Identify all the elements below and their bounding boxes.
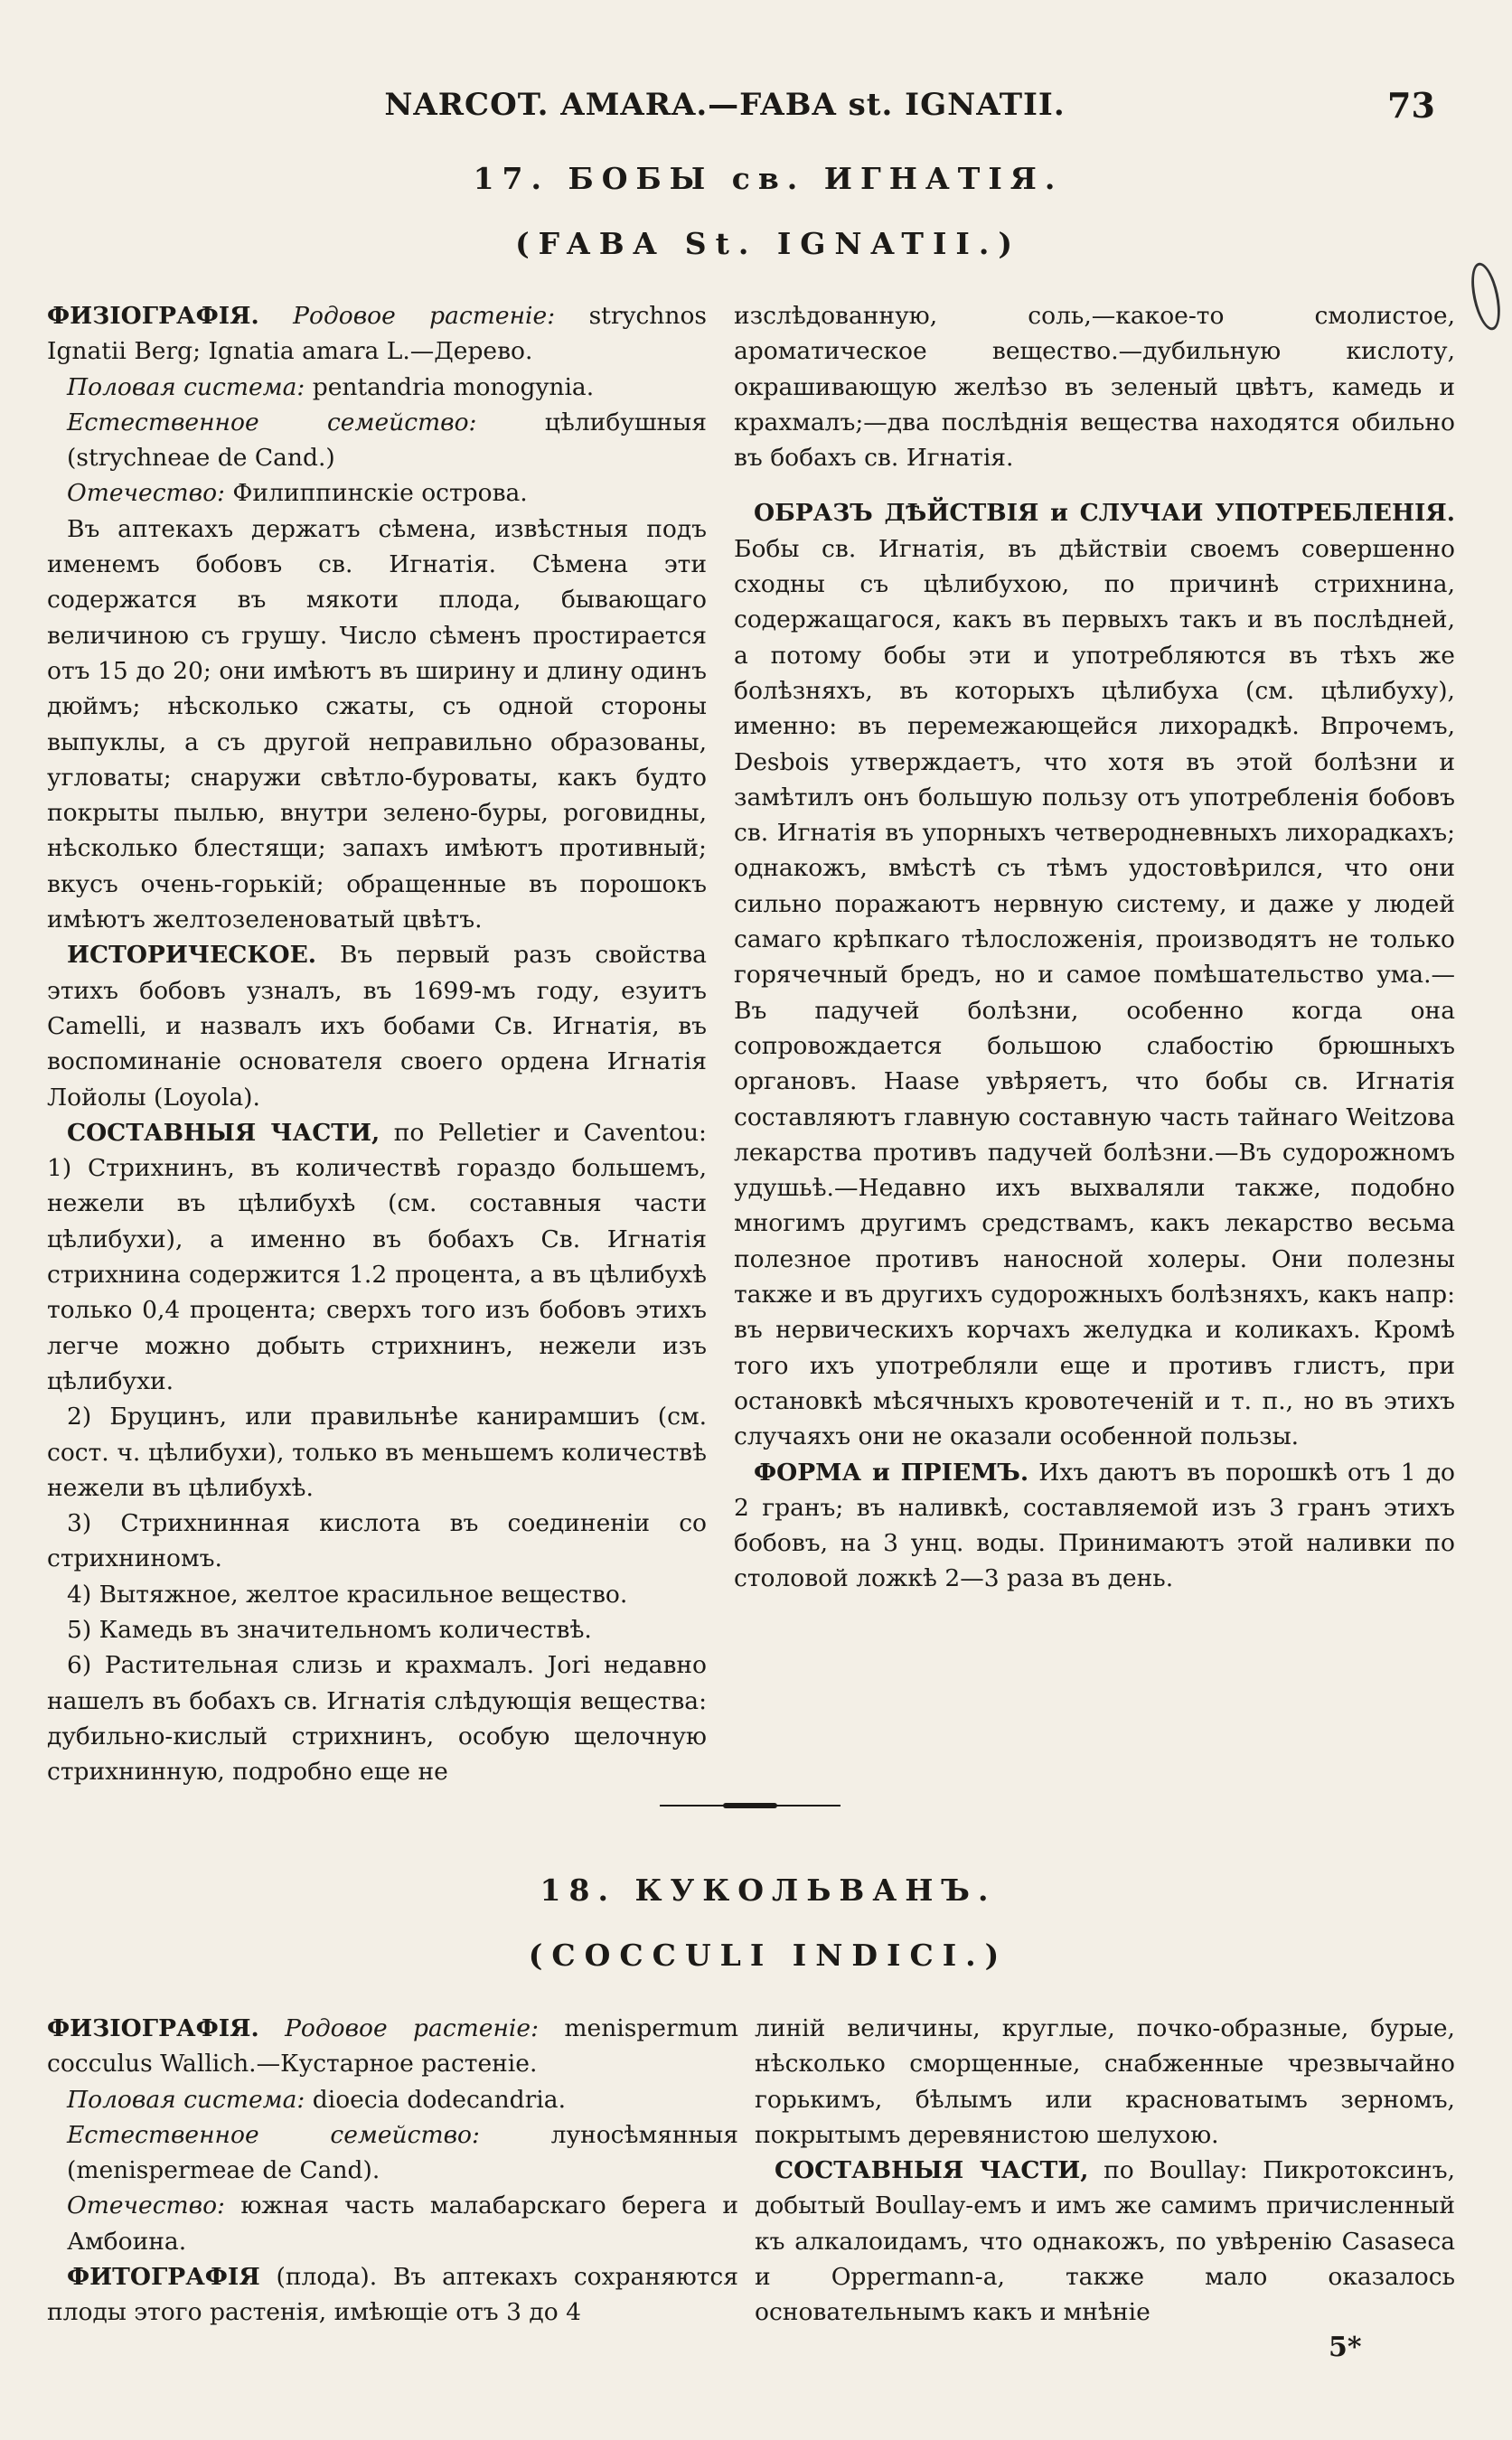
sexual-system-text: pentandria monogynia. <box>312 372 595 401</box>
constituent-item-2: 2) Бруцинъ, или правильнѣе канирамшиъ (см. сост. ч. цѣлибухи), только въ меньшемъ количествѣ нежели въ цѣлибухѣ. <box>47 1403 707 1502</box>
section-18-title: 18. КУКОЛЬВАНЪ. <box>540 1872 997 1908</box>
homeland-label: Отечество: <box>67 479 225 508</box>
section-separator <box>660 1803 841 1808</box>
physiography-label: ФИЗIОГРАФIЯ. <box>47 302 259 330</box>
page-number: 73 <box>1387 85 1435 126</box>
family-line <box>47 2117 738 2189</box>
section-17-latin-title: (FABA St. IGNATII.) <box>515 226 1021 261</box>
margin-bracket-mark <box>1466 260 1505 333</box>
section-18-latin-title: (COCCULI INDICI.) <box>528 1938 1009 1973</box>
constituents-paragraph <box>47 1115 707 1399</box>
genus-label: Родовое растенiе: <box>293 302 556 330</box>
continued-text: линiй величины, круглые, почко-образные, бурые, нѣсколько сморщенные, снабженные чрезвычайно горькимъ, бѣлымъ или красноватымъ зерномъ, покрытымъ деревянистою шелухою. <box>755 2014 1455 2149</box>
history-text: Въ первый разъ свойства этихъ бобовъ узналъ, въ 1699-мъ году, езуитъ Camelli, и назвалъ ихъ бобами Св. Игнатiя, въ воспоминанiе основателя своего ордена Игнатiя Лойолы (Loyola). <box>47 941 707 1112</box>
genus-text: menispermum cocculus Wallich.—Кустарное растенiе. <box>47 2014 738 2079</box>
physiography-paragraph <box>47 298 707 370</box>
family-label: Естественное семейство: <box>67 408 477 436</box>
sexual-system-line <box>47 370 707 405</box>
history-label: ИСТОРИЧЕСКОЕ. <box>67 941 316 970</box>
homeland-line <box>47 2188 738 2259</box>
constituents-paragraph <box>755 2153 1455 2330</box>
continued-text: изслѣдованную, соль,—какое-то смолистое, ароматическое вещество.—дубильную кислоту, окрашивающую желѣзо въ зеленый цвѣтъ, камедь и крахмалъ;—два послѣднiя вещества находятся обильно въ бобахъ св. Игнатiя. <box>734 302 1455 473</box>
section-17-title: 17. БОБЫ св. ИГНАТІЯ. <box>473 161 1064 196</box>
homeland-line <box>47 475 707 511</box>
physiography-paragraph <box>47 2011 738 2082</box>
phytography-text: (плода). Въ аптекахъ сохраняются плоды этого растенiя, имѣющiе отъ 3 до 4 <box>47 2263 738 2327</box>
section-18-left-column <box>47 2011 738 2331</box>
homeland-text: южная часть малабарскаго берега и Амбоина. <box>67 2191 738 2256</box>
family-text: цѣлибушныя (strychneae de Cand.) <box>67 408 707 473</box>
constituent-item-1: 1) Стрихнинъ, въ количествѣ гораздо большемъ, нежели въ цѣлибухѣ (см. составныя части цѣлибухи), а именно въ бобахъ Св. Игнатiя стрихнина содержится 1.2 процента, а въ цѣлибухѣ только 0,4 процента; сверхъ того изъ бобовъ этихъ легче можно добыть стрихнинъ, нежели изъ цѣлибухи. <box>47 1154 707 1395</box>
physiography-label: ФИЗIОГРАФIЯ. <box>47 2014 259 2042</box>
sexual-system-line <box>47 2082 738 2117</box>
homeland-text: Филиппинскiе острова. <box>232 479 528 508</box>
sexual-system-label: Половая система: <box>67 2085 305 2114</box>
constituent-item-5: 5) Камедь въ значительномъ количествѣ. <box>67 1615 592 1644</box>
action-label: ОБРАЗЪ ДѢЙСТВIЯ и СЛУЧАИ УПОТРЕБЛЕНIЯ. <box>754 499 1455 528</box>
action-text: Бобы св. Игнатiя, въ дѣйствiи своемъ совершенно сходны съ цѣлибухою, по причинѣ стрихнина, содержащагося, какъ въ первыхъ такъ и въ послѣдней, а потому бобы эти и употребляются въ тѣхъ же болѣзняхъ, въ которыхъ цѣлибуха (см. цѣлибуху), именно: въ перемежающейся лихорадкѣ. Впрочемъ, Desbois утверждаетъ, что хотя въ этой болѣзни и замѣтилъ онъ большую пользу отъ употребленiя бобовъ св. Игнатiя въ упорныхъ четверодневныхъ лихорадкахъ; однакожъ, вмѣстѣ съ тѣмъ удостовѣрился, что они сильно поражаютъ нервную систему, и даже у людей самаго крѣпкаго тѣлосложенiя, производятъ не только горячечный бредъ, но и самое помѣшательство ума.—Въ падучей болѣзни, особенно когда она сопровождается большою слабостiю брюшныхъ органовъ. Haase увѣряетъ, что бобы св. Игнатiя составляютъ главную составную часть тайнаго Weitzова лекарства противъ падучей болѣзни.—Въ судорожномъ удушьѣ.—Недавно ихъ выхваляли также, подобно многимъ другимъ средствамъ, какъ лекарство весьма полезное противъ наносной холеры. Они полезны также и въ другихъ судорожныхъ болѣзняхъ, какъ напр: въ нервическихъ корчахъ желудка и коликахъ. Кромѣ того ихъ употребляли еще и противъ глистъ, при остановкѣ мѣсячныхъ кровотеченiй и т. п., но въ этихъ случаяхъ они не оказали особенной пользы. <box>734 534 1455 1451</box>
family-text: луносѣмянныя (menispermeae de Cand). <box>67 2120 738 2185</box>
phytography-label: ФИТОГРАФIЯ <box>67 2263 260 2292</box>
genus-label: Родовое растенiе: <box>285 2014 540 2042</box>
constituent-item-4: 4) Вытяжное, желтое красильное вещество. <box>67 1580 628 1609</box>
section-17-left-column <box>47 298 707 1789</box>
constituents-text: по Boullay: Пикротоксинъ, добытый Boullay-емъ и имъ же самимъ причисленный къ алкалоидамъ, что однакожъ, по увѣренiю Casaseca и Oppermann-а, также мало оказалось основательнымъ какъ и мнѣнiе <box>755 2156 1455 2327</box>
genus-text: strychnos Ignatii Berg; Ignatia amara L.—Дерево. <box>47 302 707 366</box>
constituents-intro: по Pelletier и Caventou: <box>393 1118 707 1147</box>
dosage-label: ФОРМА и ПРIЕМЪ. <box>754 1458 1029 1487</box>
action-paragraph <box>734 495 1455 1454</box>
history-paragraph <box>47 937 707 1114</box>
sexual-system-text: dioecia dodecandria. <box>312 2085 566 2114</box>
section-18-right-column <box>755 2011 1455 2331</box>
section-17-right-column <box>734 298 1455 1597</box>
constituent-item-3: 3) Стрихнинная кислота въ соединенiи со стрихниномъ. <box>47 1509 707 1573</box>
signature-mark: 5* <box>1329 2332 1362 2363</box>
family-line <box>47 405 707 476</box>
family-label: Естественное семейство: <box>67 2120 480 2149</box>
phytography-paragraph <box>47 2259 738 2331</box>
homeland-label: Отечество: <box>67 2191 225 2220</box>
constituents-label: СОСТАВНЫЯ ЧАСТИ, <box>67 1118 380 1147</box>
dosage-text: Ихъ даютъ въ порошкѣ отъ 1 до 2 гранъ; въ наливкѣ, составляемой изъ 3 гранъ этихъ бобовъ, на 3 унц. воды. Принимаютъ этой наливки по столовой ложкѣ 2—3 раза въ день. <box>734 1458 1455 1593</box>
pharmacy-paragraph: Въ аптекахъ держатъ сѣмена, извѣстныя подъ именемъ бобовъ св. Игнатiя. Сѣмена эти содержатся въ мякоти плода, бывающаго величиною съ грушу. Число сѣменъ простирается отъ 15 до 20; они имѣютъ въ ширину и длину одинъ дюймъ; нѣсколько сжаты, съ одной стороны выпуклы, а съ другой неправильно образованы, угловаты; снаружи свѣтло-буроваты, какъ будто покрыты пылью, внутри зелено-буры, роговидны, нѣсколько блестящи; запахъ имѣютъ противный; вкусъ очень-горькiй; обращенные въ порошокъ имѣютъ желтозеленоватый цвѣтъ. <box>47 514 707 934</box>
dosage-paragraph <box>734 1455 1455 1597</box>
constituents-label: СОСТАВНЫЯ ЧАСТИ, <box>775 2156 1089 2185</box>
sexual-system-label: Половая система: <box>67 372 305 401</box>
constituent-item-6: 6) Растительная слизь и крахмалъ. Jori недавно нашелъ въ бобахъ св. Игнатiя слѣдующiя вещества: дубильно-кислый стрихнинъ, особую щелочную стрихнинную, подробно еще не <box>47 1651 707 1787</box>
running-title: NARCOT. AMARA.—FABA st. IGNATII. <box>384 87 1066 123</box>
